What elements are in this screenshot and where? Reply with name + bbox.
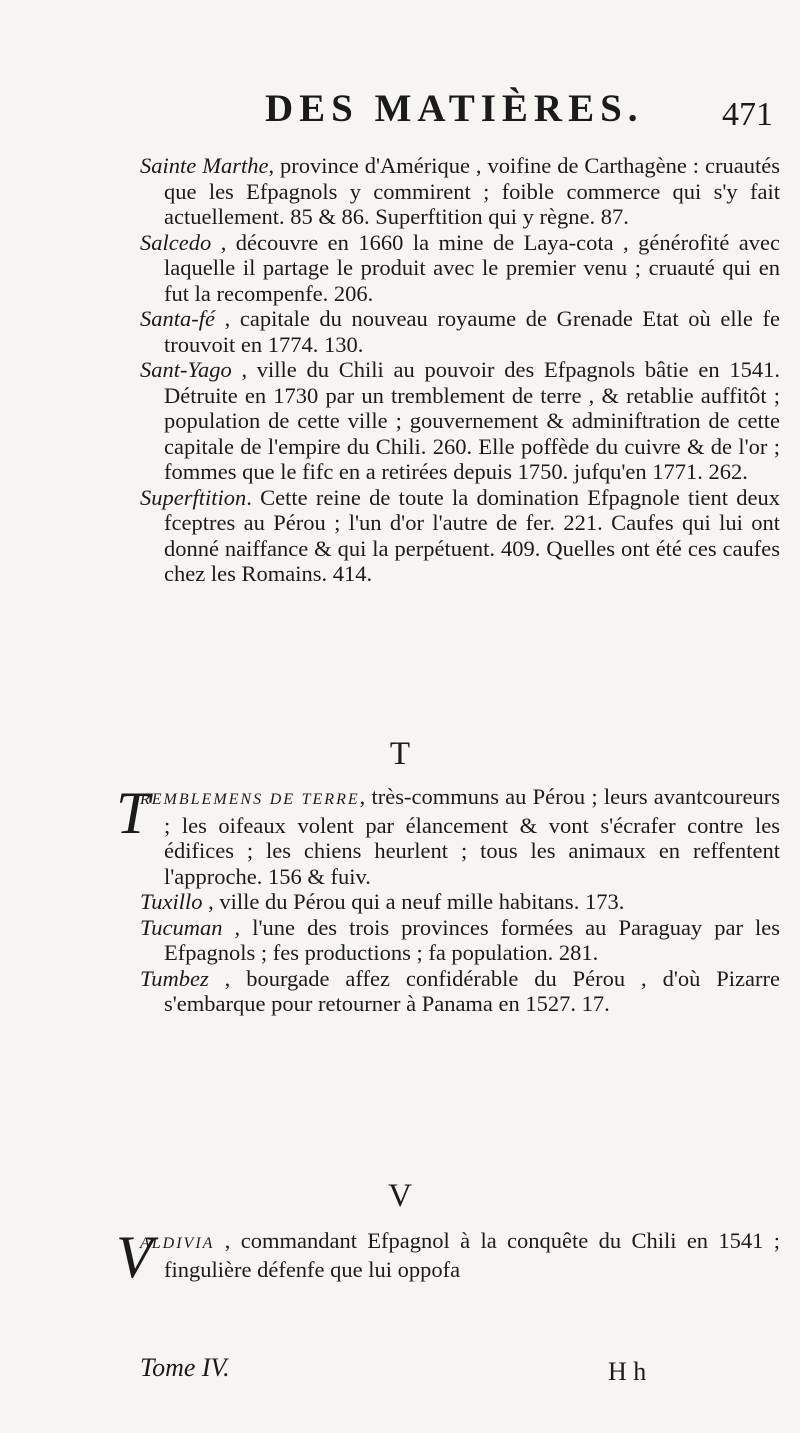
signature-mark: H h [608, 1357, 647, 1386]
entry-term: ALDIVIA [140, 1235, 215, 1252]
drop-cap: T [116, 780, 150, 846]
index-entry [140, 966, 780, 1017]
section-letter-t: T [389, 736, 411, 772]
index-entry [116, 1224, 780, 1290]
entry-term: Tuxillo [140, 889, 203, 914]
volume-label: Tome IV. [140, 1353, 230, 1382]
t-entries-block [116, 780, 780, 1017]
entry-text: , l'une des trois provinces formées au Paraguay par les Efpagnols ; fes productions ; fa population. 281. [164, 914, 780, 965]
entry-text: , très-communs au Pérou ; leurs avantcoureurs ; les oifeaux volent par élancement & vont s'écrafer contre les édifices ; les chiens heurlent ; tous les animaux en reffentent l'approche. 156 & fuiv. [164, 784, 780, 889]
s-entries-block [140, 153, 780, 587]
entry-term: REMBLEMENS DE TERRE [140, 791, 360, 808]
drop-cap: V [116, 1224, 153, 1290]
page-number: 471 [722, 96, 773, 133]
running-head: DES MATIÈRES. [265, 87, 644, 130]
index-entry [140, 153, 780, 230]
entry-term: Tucuman [140, 914, 223, 940]
entry-text: , découvre en 1660 la mine de Laya-cota , générofité avec laquelle il partage le produit avec le premier venu ; cruauté qui en fut la recompenfe. 206. [164, 229, 780, 306]
entry-text: , ville du Pérou qui a neuf mille habitans. 173. [202, 889, 625, 914]
entry-term: Sant-Yago [140, 357, 232, 382]
index-entry [140, 915, 780, 966]
index-entry [140, 889, 780, 915]
section-letter-v: V [388, 1178, 412, 1214]
entry-term: Superftition [140, 484, 247, 510]
index-entry [140, 485, 780, 587]
entry-text: . Cette reine de toute la domination Efpagnole tient deux fceptres au Pérou ; l'un d'or l'autre de fer. 221. Caufes qui lui ont donné naiffance & qui la perpétuent. 409. Quelles ont été ces caufes chez les Romains. 414. [164, 484, 780, 586]
page-footer [140, 1353, 780, 1393]
entry-text: , ville du Chili au pouvoir des Efpagnols bâtie en 1541. Détruite en 1730 par un tremblement de terre , & retablie auffitôt ; population de cette ville ; gouvernement & adminiftration de cette capitale de l'empire du Chili. 260. Elle poffède du cuivre & de l'or ; fommes que le fifc en a retirées depuis 1750. jufqu'en 1771. 262. [164, 357, 780, 484]
entry-term: Sainte Marthe [140, 153, 269, 178]
entry-term: Salcedo [140, 229, 212, 255]
v-entries-block [116, 1224, 780, 1290]
entry-term: Tumbez [140, 965, 209, 991]
index-entry [116, 780, 780, 889]
index-entry [140, 357, 780, 485]
entry-text: , commandant Efpagnol à la conquête du Chili en 1541 ; fingulière défenfe que lui oppofa [164, 1228, 780, 1282]
page-header [0, 80, 800, 140]
entry-text: , bourgade affez confidérable du Pérou , d'où Pizarre s'embarque pour retourner à Panama en 1527. 17. [164, 965, 780, 1016]
entry-text: , province d'Amérique , voifine de Carthagène : cruautés que les Efpagnols y commirent ; foible commerce qui s'y fait actuellement. 85 & 86. Superftition qui y règne. 87. [164, 153, 780, 229]
index-entry [140, 230, 780, 307]
entry-text: , capitale du nouveau royaume de Grenade Etat où elle fe trouvoit en 1774. 130. [164, 306, 780, 357]
entry-term: Santa-fé [140, 306, 215, 331]
index-entry [140, 306, 780, 357]
